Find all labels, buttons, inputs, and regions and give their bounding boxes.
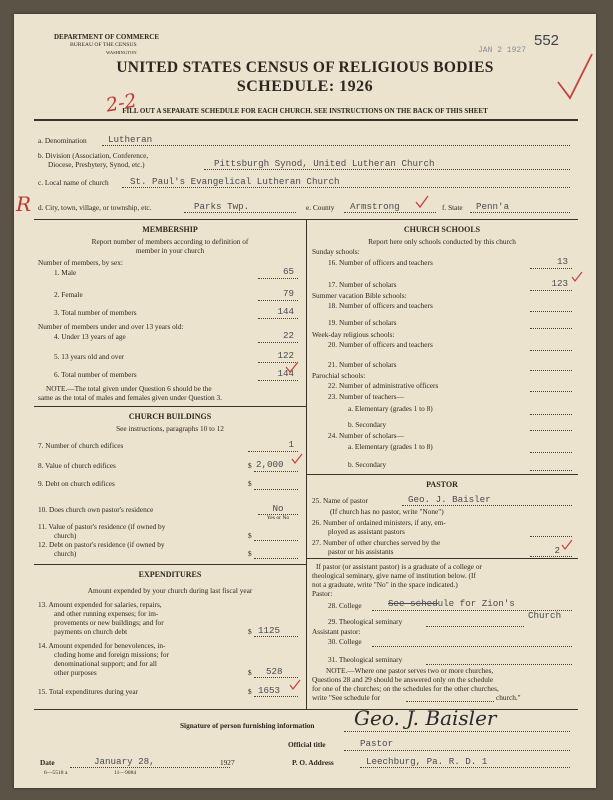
q17-label: 17. Number of scholars xyxy=(328,280,397,289)
signature-script: Geo. J. Baisler xyxy=(354,706,497,730)
city-line xyxy=(184,212,296,213)
section-rule xyxy=(306,474,578,475)
q6-label: 6. Total number of members xyxy=(54,370,137,379)
date-value: January 28, xyxy=(94,756,155,767)
division-label-2: Diocese, Presbytery, Synod, etc.) xyxy=(48,160,145,169)
dollar-sign: $ xyxy=(248,531,252,540)
weekday-schools-label: Week-day religious schools: xyxy=(312,330,395,339)
q26-label-2: ployed as assistant pastors xyxy=(328,527,405,536)
print-code-1: 6—5518 a xyxy=(44,770,68,776)
q19-line xyxy=(530,328,572,329)
expenditures-heading: EXPENDITURES xyxy=(138,570,202,579)
q14-label-1: 14. Amount expended for benevolences, in- xyxy=(38,641,166,650)
q28-value: See schedule for Zion's xyxy=(388,598,515,609)
section-rule xyxy=(34,564,306,565)
q13-label-4: payments on church debt xyxy=(54,627,128,636)
bureau-name: BUREAU OF THE CENSUS xyxy=(70,42,137,48)
q10-label: 10. Does church own pastor's residence xyxy=(38,505,154,514)
pastor-note-3: for one of the churches; on the schedules for the other churches, xyxy=(312,684,499,693)
q13-label-3: provements or new buildings; and for xyxy=(54,618,164,627)
q23a-label: a. Elementary (grades 1 to 8) xyxy=(348,404,433,413)
graduate-note-1: If pastor (or assistant pastor) is a graduate of a college or xyxy=(316,562,482,571)
dollar-sign: $ xyxy=(248,687,252,696)
address-line xyxy=(360,767,570,768)
graduate-note-2: theological seminary, give name of institution below. (If xyxy=(312,571,476,580)
q20-line xyxy=(530,350,572,351)
q9-label: 9. Debt on church edifices xyxy=(38,479,115,488)
signature-line xyxy=(344,731,570,732)
q17-line xyxy=(530,290,572,291)
received-stamp: JAN 2 1927 xyxy=(478,46,527,55)
q18-line xyxy=(530,311,572,312)
q24a-label: a. Elementary (grades 1 to 8) xyxy=(348,442,433,451)
sunday-schools-label: Sunday schools: xyxy=(312,247,360,256)
q13-line xyxy=(254,636,298,637)
handwritten-mark: 2-2 xyxy=(104,89,139,117)
denomination-label: a. Denomination xyxy=(38,136,87,145)
q15-value: 1653 xyxy=(258,685,281,696)
q23-label: 23. Number of teachers— xyxy=(328,392,404,401)
summer-schools-label: Summer vacation Bible schools: xyxy=(312,291,407,300)
date-line xyxy=(70,767,230,768)
q17-value: 123 xyxy=(551,278,568,289)
po-address-value: Leechburg, Pa. R. D. 1 xyxy=(366,756,488,767)
schools-heading: CHURCH SCHOOLS xyxy=(403,225,481,234)
dollar-sign: $ xyxy=(248,627,252,636)
form-title: UNITED STATES CENSUS OF RELIGIOUS BODIES xyxy=(116,59,494,76)
q24-label: 24. Number of scholars— xyxy=(328,431,404,440)
pastor-note-5: church." xyxy=(496,693,521,702)
q27-label-1: 27. Number of other churches served by the xyxy=(312,538,441,547)
q16-value: 13 xyxy=(556,256,568,267)
pastor-note-1: NOTE.—Where one pastor serves two or more churches, xyxy=(326,666,494,675)
dollar-sign: $ xyxy=(248,479,252,488)
q8-line xyxy=(254,471,298,472)
church-name-line xyxy=(122,187,570,188)
census-schedule-form xyxy=(14,14,596,788)
division-label-1: b. Division (Association, Conference, xyxy=(38,151,149,160)
q30-line xyxy=(372,646,572,647)
denomination-value: Lutheran xyxy=(108,134,153,145)
q25-note: (If church has no pastor, write "None") xyxy=(330,507,444,516)
q2-label: 2. Female xyxy=(54,290,83,299)
q7-label: 7. Number of church edifices xyxy=(38,441,124,450)
q19-label: 19. Number of scholars xyxy=(328,318,397,327)
pastor-subhead: Pastor: xyxy=(312,589,333,598)
graduate-note-3: not a graduate, write "No" in the space indicated.) xyxy=(312,580,458,589)
q25-label: 25. Name of pastor xyxy=(312,496,368,505)
q23a-line xyxy=(530,414,572,415)
pastor-note-2: Questions 28 and 29 should be answered only on the schedule xyxy=(312,675,494,684)
form-instruction: FILL OUT A SEPARATE SCHEDULE FOR EACH CHURCH. SEE INSTRUCTIONS ON THE BACK OF THIS SHEET xyxy=(122,107,488,115)
schools-sub: Report here only schools conducted by this church xyxy=(368,237,516,246)
q26-line xyxy=(530,536,572,537)
expenditures-sub: Amount expended by your church during last fiscal year xyxy=(87,586,253,595)
q31-line xyxy=(426,664,572,665)
q25-line xyxy=(402,505,572,506)
q16-line xyxy=(530,268,572,269)
q13-label-1: 13. Amount expended for salaries, repairs, xyxy=(38,600,162,609)
official-title-label: Official title xyxy=(288,740,326,749)
county-line xyxy=(344,212,436,213)
q18-label: 18. Number of officers and teachers xyxy=(328,301,433,310)
q1-label: 1. Male xyxy=(54,268,77,277)
membership-note-1: NOTE.—The total given under Question 6 should be the xyxy=(46,384,212,393)
date-year: 1927 xyxy=(220,758,235,767)
official-title-value: Pastor xyxy=(360,738,394,749)
buildings-sub: See instructions, paragraphs 10 to 12 xyxy=(116,424,224,433)
header-rule xyxy=(34,119,578,121)
q14-label-2: cluding home and foreign missions; for xyxy=(54,650,169,659)
q23b-label: b. Secondary xyxy=(348,420,387,429)
handwritten-r: R xyxy=(16,192,32,216)
q20-label: 20. Number of officers and teachers xyxy=(328,340,433,349)
q4-line xyxy=(258,342,298,343)
county-value: Armstrong xyxy=(350,201,400,212)
q13-value: 1125 xyxy=(258,625,281,636)
members-by-age-label: Number of members under and over 13 years old: xyxy=(38,322,184,331)
date-label: Date xyxy=(40,758,55,767)
q16-label: 16. Number of officers and teachers xyxy=(328,258,433,267)
q4-label: 4. Under 13 years of age xyxy=(54,332,126,341)
q31-label: 31. Theological seminary xyxy=(328,655,403,664)
pastor-note-4: write "See schedule for xyxy=(312,693,381,702)
yes-or-no-hint: Yes or No xyxy=(266,515,290,521)
q5-label: 5. 13 years old and over xyxy=(54,352,125,361)
q24a-line xyxy=(530,452,572,453)
q27-label-2: pastor or his assistants xyxy=(328,547,394,556)
county-label: e. County xyxy=(306,203,335,212)
q14-label-3: denominational support; and for all xyxy=(54,659,157,668)
po-address-label: P. O. Address xyxy=(292,758,334,767)
members-by-sex-label: Number of members, by sex: xyxy=(38,258,123,267)
city-value: Parks Twp. xyxy=(194,201,250,212)
membership-heading: MEMBERSHIP xyxy=(142,225,198,234)
q2-value: 79 xyxy=(282,288,294,299)
q14-value: 528 xyxy=(266,666,283,677)
q7-value: 1 xyxy=(288,439,294,450)
q28-value-cont: Church xyxy=(528,610,562,621)
q11-line xyxy=(254,540,298,541)
membership-sub-1: Report number of members according to definition of xyxy=(91,237,249,246)
schedule-number: 552 xyxy=(534,32,560,49)
q21-line xyxy=(530,370,572,371)
q6-value: 144 xyxy=(277,368,294,379)
q12-label-1: 12. Debt on pastor's residence (if owned by xyxy=(38,540,165,549)
q22-label: 22. Number of administrative officers xyxy=(328,381,439,390)
membership-sub-2: member in your church xyxy=(135,246,205,255)
q24b-label: b. Secondary xyxy=(348,460,387,469)
form-subtitle: SCHEDULE: 1926 xyxy=(236,78,374,95)
q4-value: 22 xyxy=(282,330,294,341)
q26-label-1: 26. Number of ordained ministers, if any, em- xyxy=(312,518,446,527)
city-label: d. City, town, village, or township, etc. xyxy=(38,203,152,212)
q25-value: Geo. J. Baisler xyxy=(408,494,491,505)
q23b-line xyxy=(530,430,572,431)
q1-value: 65 xyxy=(282,266,294,277)
q27-value: 2 xyxy=(554,545,560,556)
q21-label: 21. Number of scholars xyxy=(328,360,397,369)
q10-value: No xyxy=(272,503,284,514)
dollar-sign: $ xyxy=(248,668,252,677)
q6-line xyxy=(258,380,298,381)
church-name-value: St. Paul's Evangelical Lutheran Church xyxy=(130,176,340,187)
q1-line xyxy=(258,278,298,279)
membership-note-2: same as the total of males and females given under Question 3. xyxy=(38,393,222,402)
dollar-sign: $ xyxy=(248,549,252,558)
q2-line xyxy=(258,300,298,301)
assistant-pastor-subhead: Assistant pastor: xyxy=(312,627,361,636)
checkmark-icon xyxy=(284,360,300,374)
q9-line xyxy=(254,489,298,490)
q15-line xyxy=(254,696,298,697)
column-divider xyxy=(306,219,307,709)
q12-line xyxy=(254,558,298,559)
checkmark-icon xyxy=(288,678,302,692)
q3-line xyxy=(258,318,298,319)
church-name-label: c. Local name of church xyxy=(38,178,109,187)
q8-value: 2,000 xyxy=(256,459,284,470)
q3-label: 3. Total number of members xyxy=(54,308,137,317)
division-value: Pittsburgh Synod, United Lutheran Church xyxy=(214,158,435,169)
print-code-2: 11—9084 xyxy=(114,770,137,776)
q8-label: 8. Value of church edifices xyxy=(38,461,116,470)
checkmark-icon xyxy=(290,452,304,466)
q11-label-1: 11. Value of pastor's residence (if owned by xyxy=(38,522,166,531)
dollar-sign: $ xyxy=(248,461,252,470)
section-rule xyxy=(306,558,578,559)
denomination-line xyxy=(102,145,570,146)
state-line xyxy=(470,212,570,213)
q15-label: 15. Total expenditures during year xyxy=(38,687,139,696)
q24b-line xyxy=(530,470,572,471)
q13-label-2: and other running expenses; for im- xyxy=(54,609,159,618)
q14-label-4: other purposes xyxy=(54,668,97,677)
checkmark-icon xyxy=(570,270,584,284)
q29-line xyxy=(426,626,524,627)
q12-label-2: church) xyxy=(54,549,77,558)
department-name: DEPARTMENT OF COMMERCE xyxy=(54,33,160,41)
q29-label: 29. Theological seminary xyxy=(328,617,403,626)
buildings-heading: CHURCH BUILDINGS xyxy=(128,412,212,421)
q11-label-2: church) xyxy=(54,531,77,540)
signature-label: Signature of person furnishing information xyxy=(180,721,315,730)
q3-value: 144 xyxy=(277,306,294,317)
parochial-schools-label: Parochial schools: xyxy=(312,371,366,380)
q22-line xyxy=(530,391,572,392)
title-line xyxy=(344,750,570,751)
checkmark-icon xyxy=(560,538,574,552)
q28-label: 28. College xyxy=(328,601,362,610)
pastor-heading: PASTOR xyxy=(426,480,458,489)
strike-through xyxy=(388,603,438,604)
q5-value: 122 xyxy=(277,350,294,361)
division-line xyxy=(204,169,570,170)
see-schedule-line xyxy=(406,701,494,702)
checkmark-icon xyxy=(414,194,430,210)
q27-line xyxy=(530,556,572,557)
state-value: Penn'a xyxy=(476,201,510,212)
state-label: f. State xyxy=(442,203,463,212)
bureau-city: WASHINGTON xyxy=(106,50,137,55)
section-rule xyxy=(34,406,306,407)
q30-label: 30. College xyxy=(328,637,362,646)
